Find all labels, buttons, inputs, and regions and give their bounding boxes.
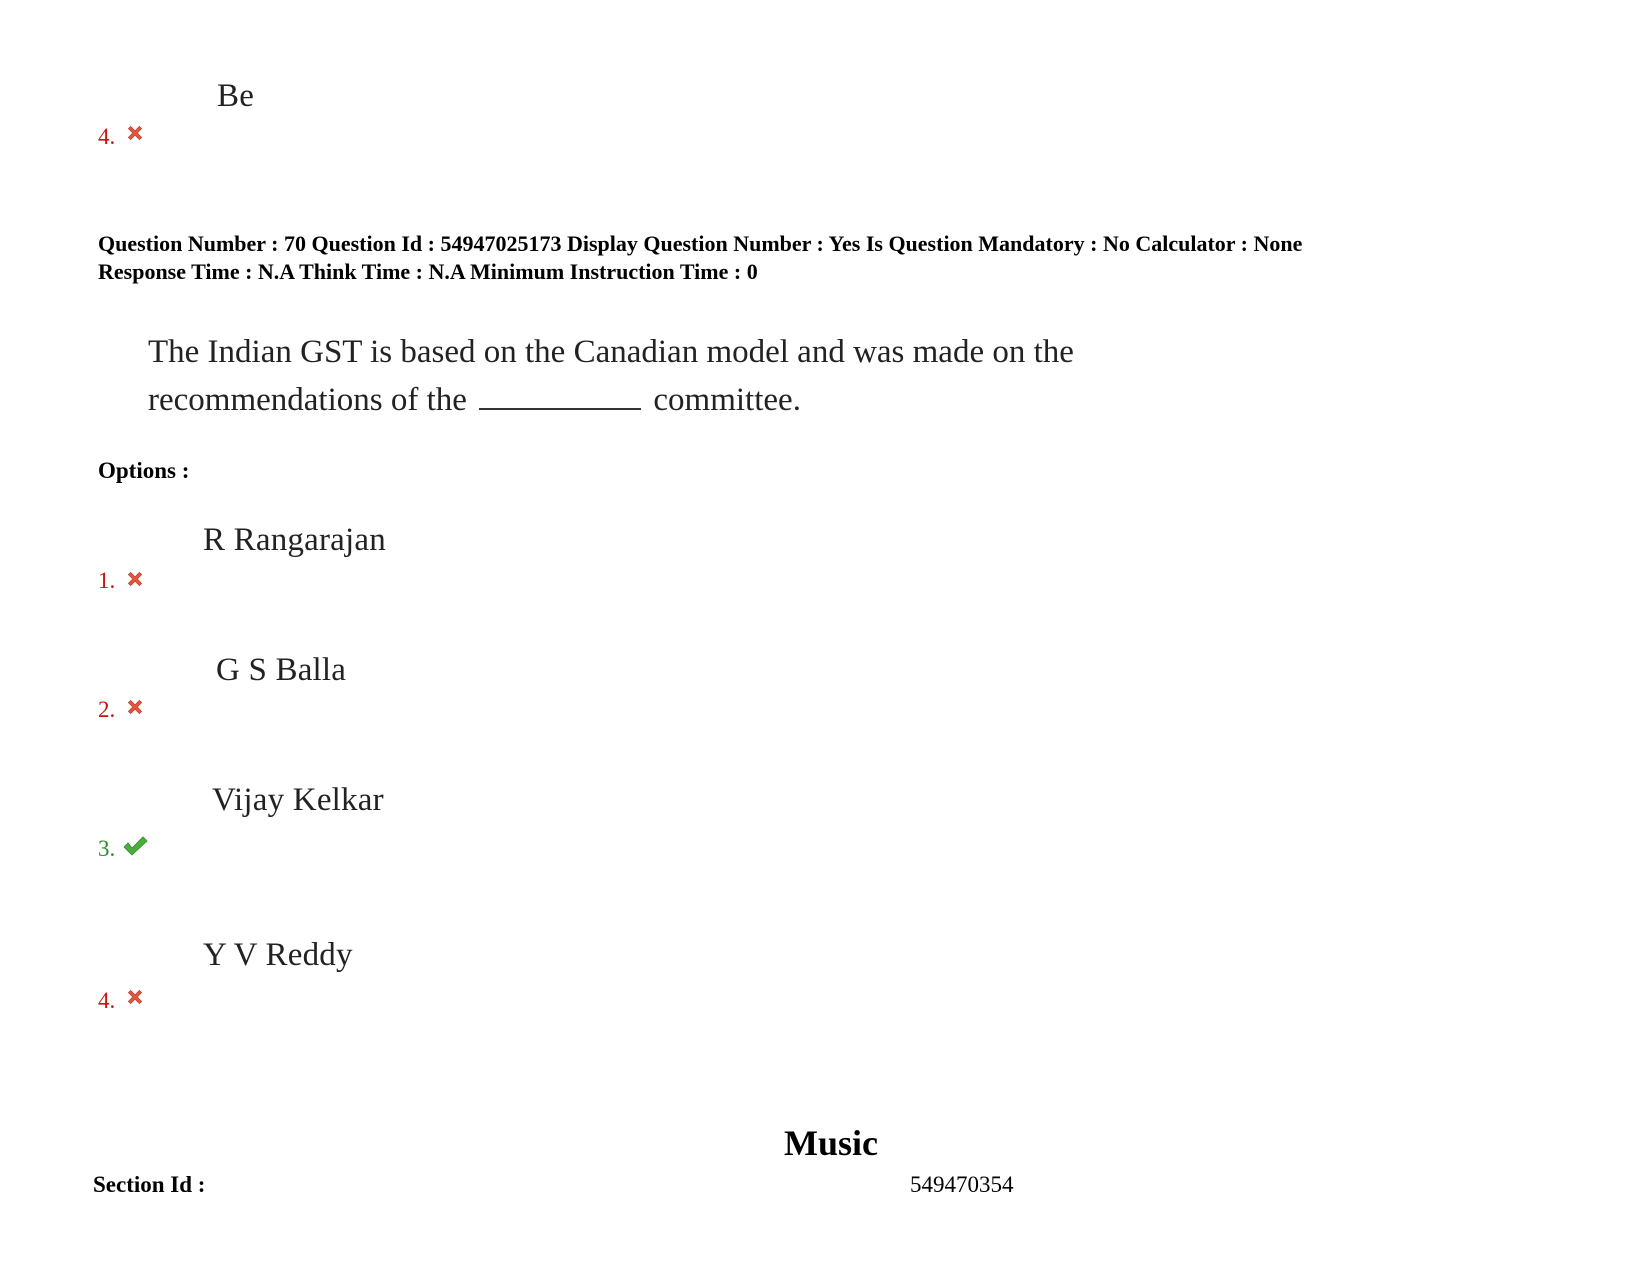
- previous-option-text: Be: [217, 78, 255, 114]
- cross-icon: [124, 568, 146, 590]
- cross-icon: [124, 696, 146, 718]
- option-2-number: 2.: [98, 697, 116, 722]
- section-title: Music: [784, 1123, 878, 1163]
- option-3-number: 3.: [98, 836, 116, 861]
- question-text: [148, 328, 1074, 424]
- section-id-label: Section Id :: [93, 1172, 206, 1197]
- options-label: Options :: [98, 458, 190, 483]
- option-1-text: R Rangarajan: [203, 522, 386, 558]
- question-text-line-1: The Indian GST is based on the Canadian model and was made on the: [148, 334, 1074, 370]
- option-4-text: Y V Reddy: [203, 937, 353, 973]
- question-text-line-2-end: committee.: [653, 382, 801, 418]
- question-meta-line-2: Response Time : N.A Think Time : N.A Minimum Instruction Time : 0: [98, 259, 758, 284]
- option-4-number: 4.: [98, 988, 116, 1013]
- option-3-text: Vijay Kelkar: [212, 782, 384, 818]
- option-2-text: G S Balla: [216, 652, 347, 688]
- answer-blank: [479, 382, 641, 410]
- question-text-line-2-start: recommendations of the: [148, 382, 467, 418]
- section-id-value: 549470354: [910, 1172, 1014, 1197]
- previous-option-number: 4.: [98, 124, 116, 149]
- question-text-line-2: [148, 376, 1074, 424]
- cross-icon: [124, 986, 146, 1008]
- check-icon: [122, 834, 148, 858]
- option-1-number: 1.: [98, 568, 116, 593]
- cross-icon: [124, 122, 146, 144]
- question-meta-line-1: Question Number : 70 Question Id : 54947025173 Display Question Number : Yes Is Question Mandatory : No Calculator : None: [98, 231, 1303, 256]
